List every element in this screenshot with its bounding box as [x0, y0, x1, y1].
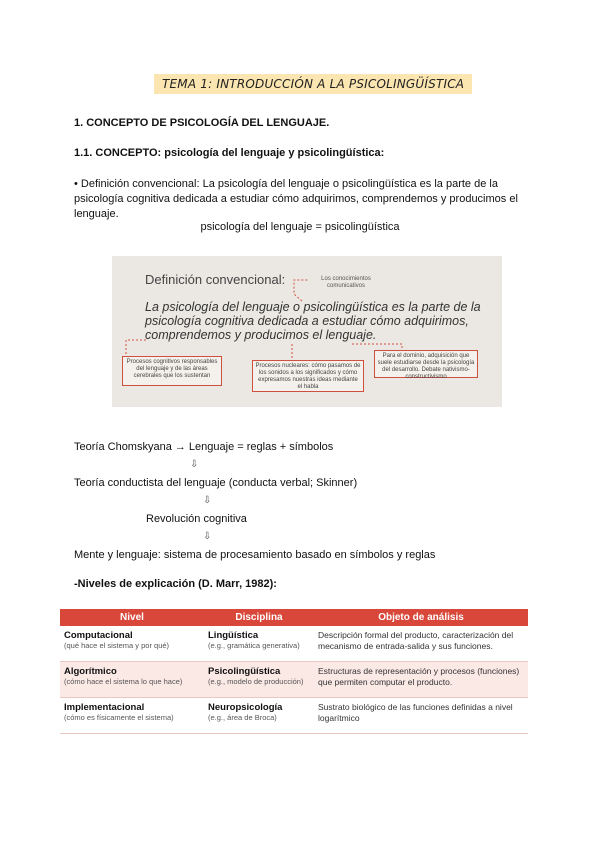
table-cell: [204, 698, 314, 734]
disciplina-sub: (e.g., área de Broca): [208, 713, 277, 722]
table-header: Objeto de análisis: [314, 609, 528, 626]
table-cell: [204, 626, 314, 662]
flow-line-revolucion: Revolución cognitiva: [146, 513, 247, 525]
figure-title: Definición convencional:: [145, 272, 286, 287]
figure-box-right: Para el dominio, adquisición que suele estudiarse desde la psicología del desarrollo. Debate nativismo-constructivismo: [374, 350, 478, 378]
nivel-sub: (cómo hace el sistema lo que hace): [64, 677, 183, 686]
table-cell: [60, 662, 204, 698]
down-arrow-icon: ⇩: [203, 531, 212, 542]
table-row: [60, 662, 528, 698]
down-arrow-icon: ⇩: [203, 495, 212, 506]
table-row: [60, 698, 528, 734]
page-title: TEMA 1: INTRODUCCIÓN A LA PSICOLINGÜÍSTICA: [154, 74, 472, 94]
equation-line: psicología del lenguaje = psicolingüística: [200, 221, 400, 233]
table-header-row: [60, 609, 528, 626]
table-header: Disciplina: [204, 609, 314, 626]
nivel-sub: (qué hace el sistema y por qué): [64, 641, 170, 650]
down-arrow-icon: ⇩: [190, 459, 199, 470]
figure-box-mid: Procesos nucleares: cómo pasamos de los sonidos a los significados y cómo expresamos nuestras ideas mediante el habla: [252, 360, 364, 392]
disciplina-name: Neuropsicología: [208, 702, 283, 713]
flow-line-mente: Mente y lenguaje: sistema de procesamiento basado en símbolos y reglas: [74, 549, 436, 561]
subsection-heading: 1.1. CONCEPTO: psicología del lenguaje y psicolingüística:: [74, 147, 385, 159]
table-cell: [60, 698, 204, 734]
niveles-heading: -Niveles de explicación (D. Marr, 1982):: [74, 578, 277, 590]
table-cell: [60, 626, 204, 662]
nivel-sub: (cómo es físicamente el sistema): [64, 713, 174, 722]
nivel-name: Implementacional: [64, 702, 145, 713]
disciplina-name: Psicolingüística: [208, 666, 281, 677]
objeto-cell: Estructuras de representación y procesos (funciones) que permiten computar el producto.: [314, 662, 528, 698]
figure-box-left: Procesos cognitivos responsables del lenguaje y de las áreas cerebrales que los sustentan: [122, 356, 222, 386]
flow-line-conductista: Teoría conductista del lenguaje (conducta verbal; Skinner): [74, 477, 358, 489]
disciplina-sub: (e.g., modelo de producción): [208, 677, 304, 686]
objeto-cell: Sustrato biológico de las funciones definidas a nivel logarítmico: [314, 698, 528, 734]
disciplina-sub: (e.g., gramática generativa): [208, 641, 300, 650]
nivel-name: Algorítmico: [64, 666, 117, 677]
section-heading: 1. CONCEPTO DE PSICOLOGÍA DEL LENGUAJE.: [74, 117, 330, 129]
disciplina-name: Lingüística: [208, 630, 259, 641]
nivel-name: Computacional: [64, 630, 133, 641]
marr-levels-table: [60, 609, 528, 734]
table-row: [60, 626, 528, 662]
table-cell: [204, 662, 314, 698]
figure-body: La psicología del lenguaje o psicolingüística es la parte de la psicología cognitiva dedicada a estudiar cómo adquirimos, comprendemos y producimos el lenguaje.: [145, 300, 481, 342]
figure-note-top: Los conocimientos comunicativos: [321, 276, 371, 289]
definition-paragraph: • Definición convencional: La psicología del lenguaje o psicolingüística es la parte de la psicología cognitiva dedicada a estudiar cómo adquirimos, comprendemos y producimos el lenguaje.: [74, 178, 518, 220]
definition-figure: [112, 256, 502, 407]
objeto-cell: Descripción formal del producto, caracterización del mecanismo de entrada-salida y sus funciones.: [314, 626, 528, 662]
table-header: Nivel: [60, 609, 204, 626]
flow-line-chomsky: Teoría Chomskyana → Lenguaje = reglas + símbolos: [74, 441, 334, 453]
